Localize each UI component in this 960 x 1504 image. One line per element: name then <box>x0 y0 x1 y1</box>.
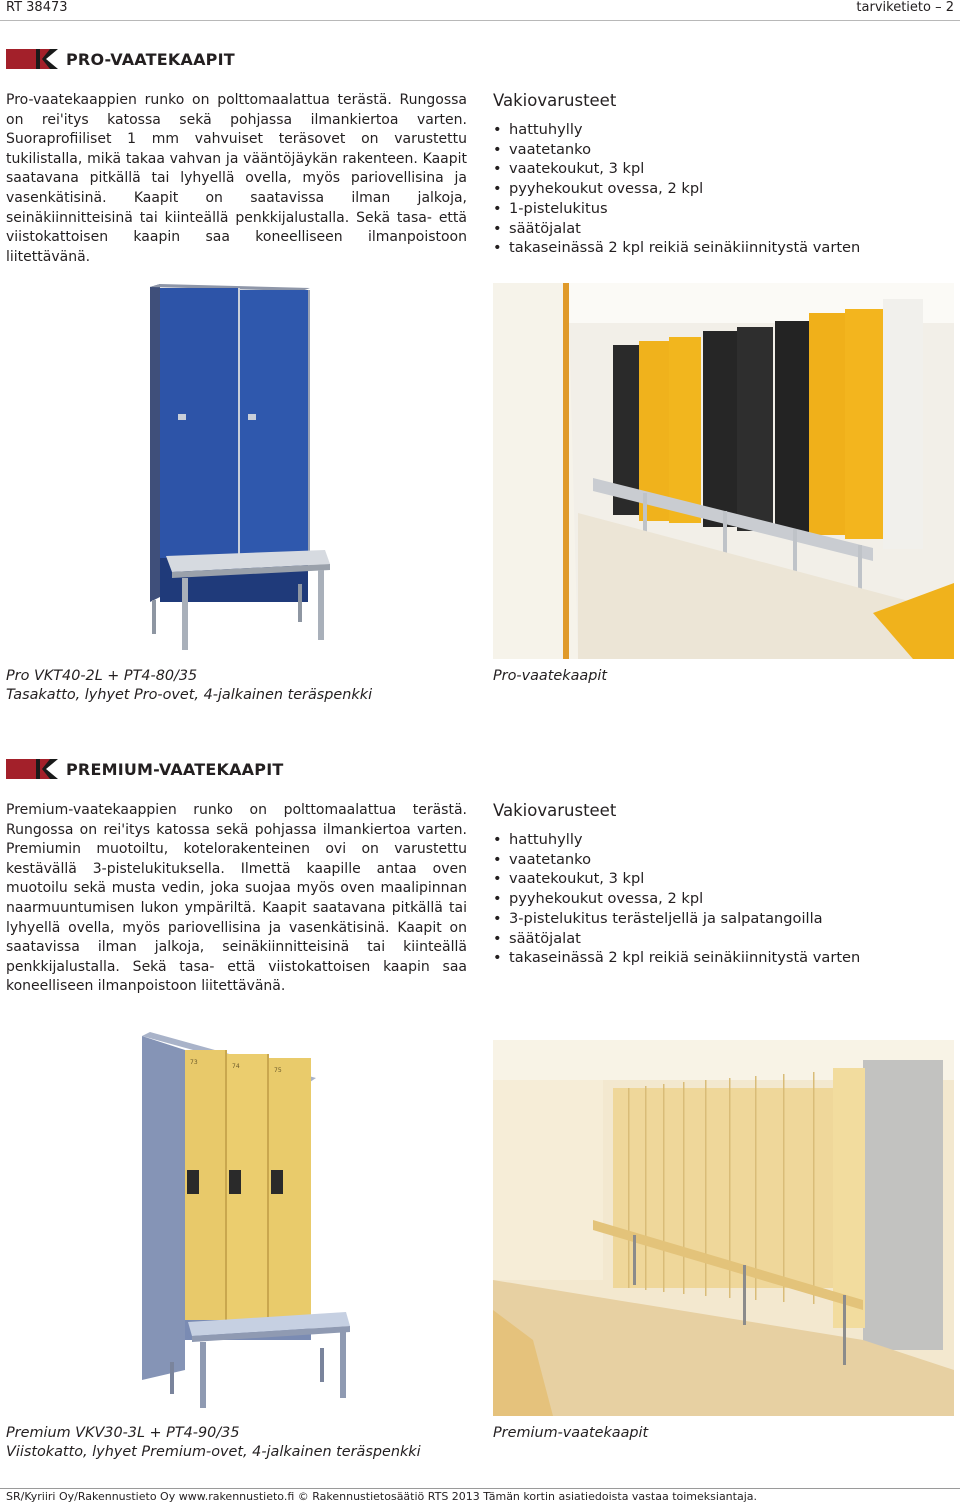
pro-locker-room-photo <box>493 283 954 659</box>
list-item: • takaseinässä 2 kpl reikiä seinäkiinnitystä varten <box>493 948 860 968</box>
footer-text: SR/Kyriiri Oy/Rakennustieto Oy www.rakennustieto.fi © Rakennustietosäätiö RTS 2013 Tämän kortin asiatiedoista vastaa toimeksiantaja. <box>6 1490 757 1503</box>
list-item: • vaatetanko <box>493 140 860 160</box>
premium-section-title: PREMIUM-VAATEKAAPIT <box>66 759 284 779</box>
footer-divider <box>0 1488 960 1489</box>
rt-logo-icon <box>6 49 58 69</box>
premium-equipment-list <box>493 830 860 968</box>
pro-room-photo-caption: Pro-vaatekaapit <box>493 668 607 684</box>
list-item: • pyyhekoukut ovessa, 2 kpl <box>493 889 860 909</box>
list-item: • säätöjalat <box>493 929 860 949</box>
premium-room-photo-caption: Premium-vaatekaapit <box>493 1425 649 1441</box>
list-item: • takaseinässä 2 kpl reikiä seinäkiinnitystä varten <box>493 238 860 258</box>
pro-product-code-caption: Pro VKT40-2L + PT4-80/35 <box>6 668 198 684</box>
locker-number: 74 <box>232 1063 240 1070</box>
pro-locker-product-image <box>130 282 340 662</box>
document-number: RT 38473 <box>6 0 68 15</box>
premium-locker-room-photo <box>493 1040 954 1416</box>
premium-equipment-title: Vakiovarusteet <box>493 801 617 820</box>
list-item: • 1-pistelukitus <box>493 199 860 219</box>
pro-product-description-caption: Tasakatto, lyhyet Pro-ovet, 4-jalkainen teräspenkki <box>6 687 373 703</box>
rt-logo-icon <box>6 759 58 779</box>
header-divider <box>0 20 960 21</box>
premium-product-code-caption: Premium VKV30-3L + PT4-90/35 <box>6 1425 240 1441</box>
list-item: • hattuhylly <box>493 830 860 850</box>
locker-number: 73 <box>190 1059 198 1066</box>
premium-section-heading <box>6 758 283 780</box>
list-item: • vaatetanko <box>493 850 860 870</box>
list-item: • hattuhylly <box>493 120 860 140</box>
pro-section-heading <box>6 48 235 70</box>
premium-description: Premium-vaatekaappien runko on polttomaalattua terästä. Rungossa on rei'itys katossa sekä pohjassa ilmankiertoa varten. Premiumin muotoiltu, kotelorakenteinen ovi on varustettu kestävällä 3-pistelukituksella. Ilmettä kaapille antaa oven muotoilu sekä musta vedin, joka suojaa myös oven maalipinnan naarmuuntumisen lukon ympäriltä. Kaapit saatavana pitkällä tai lyhyellä ovella, myös pariovellisina ja vasenkätisinä. Kaapit on saatavissa ilman jalkoja, seinäkiinnitteisinä tai kiinteällä penkkijalustalla. Sekä tasa- että viistokattoisen kaapin saa koneelliseen ilmanpoistoon liitettävänä. <box>6 802 467 995</box>
list-item: • vaatekoukut, 3 kpl <box>493 869 860 889</box>
pro-section-title: PRO-VAATEKAAPIT <box>66 49 235 69</box>
pro-equipment-title: Vakiovarusteet <box>493 91 617 110</box>
list-item: • säätöjalat <box>493 219 860 239</box>
locker-number: 75 <box>274 1067 282 1074</box>
list-item: • 3-pistelukitus terästeljellä ja salpatangoilla <box>493 909 860 929</box>
list-item: • pyyhekoukut ovessa, 2 kpl <box>493 179 860 199</box>
pro-description: Pro-vaatekaappien runko on polttomaalattua terästä. Rungossa on rei'itys katossa sekä pohjassa ilmankiertoa varten. Suoraprofiiliset 1 mm vahvuiset teräsovet on varustettu tukilistalla, mikä takaa vahvan ja vääntöjäykän rakenteen. Kaapit saatavana pitkällä tai lyhyellä ovella, myös pariovellisina ja vasenkätisinä. Kaapit on saatavissa ilman jalkoja, seinäkiinnitteisinä tai kiinteällä penkkijalustalla. Sekä tasa- että viistokattoisen kaapin saa koneelliseen ilmanpoistoon liitettävänä. <box>6 92 467 265</box>
pro-equipment-list <box>493 120 860 258</box>
premium-locker-product-image <box>130 1030 360 1415</box>
premium-product-description-caption: Viistokatto, lyhyet Premium-ovet, 4-jalkainen teräspenkki <box>6 1444 421 1460</box>
page-label: tarviketieto – 2 <box>856 0 954 15</box>
list-item: • vaatekoukut, 3 kpl <box>493 159 860 179</box>
